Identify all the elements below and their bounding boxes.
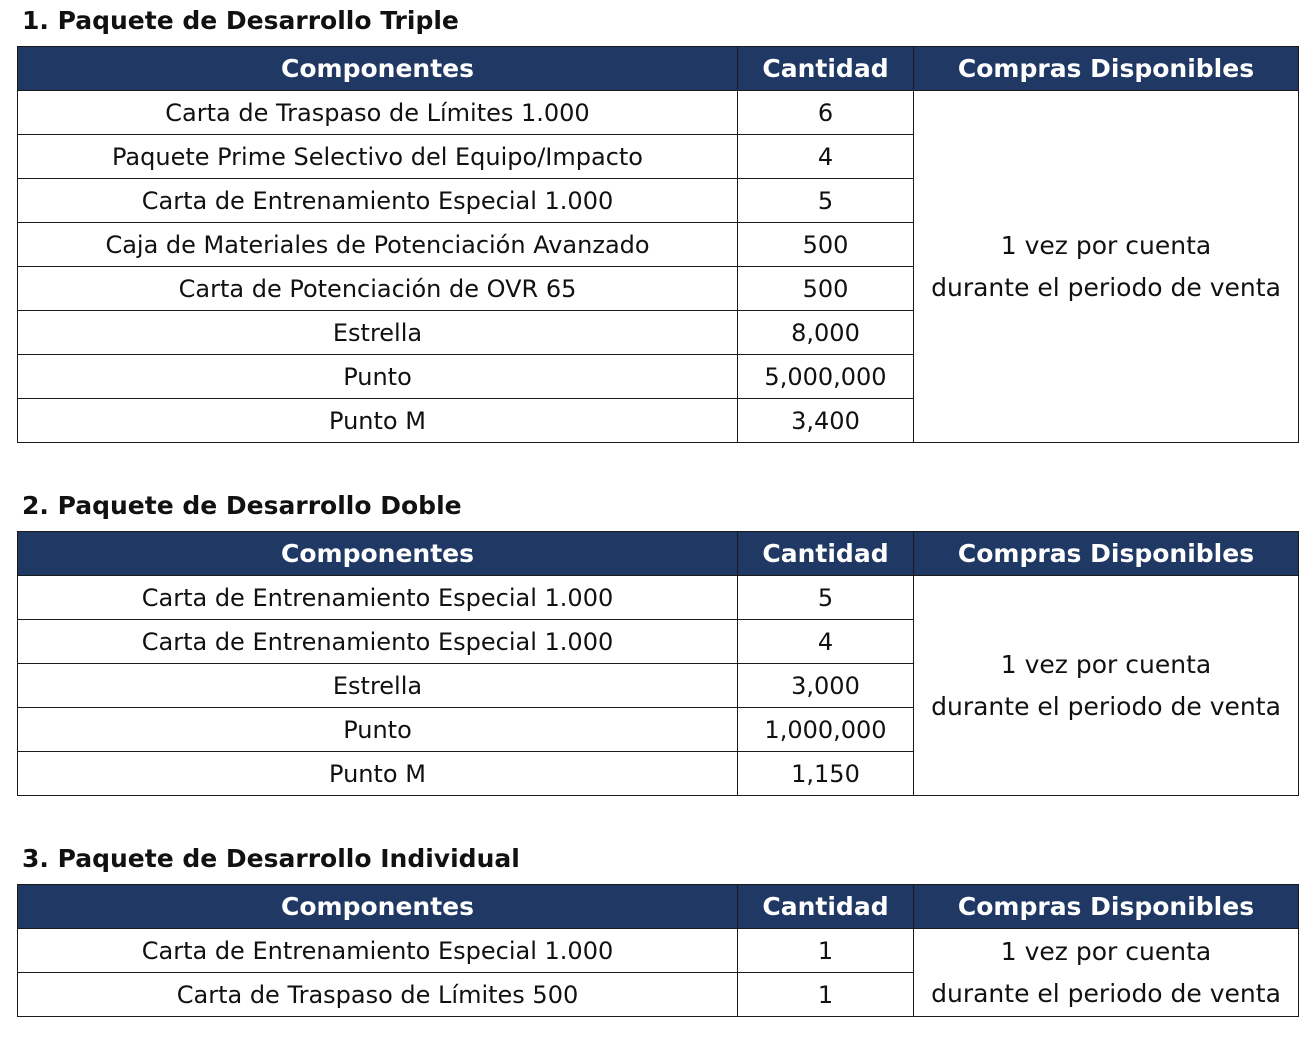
component-cell: Caja de Materiales de Potenciación Avanzado: [18, 223, 738, 267]
header-quantity: Cantidad: [738, 885, 914, 929]
package-table: [17, 46, 1299, 443]
header-availability: Compras Disponibles: [914, 532, 1299, 576]
header-components: Componentes: [18, 532, 738, 576]
table-row: [18, 929, 1299, 973]
quantity-cell: 500: [738, 223, 914, 267]
component-cell: Carta de Entrenamiento Especial 1.000: [18, 929, 738, 973]
package-table: [17, 531, 1299, 796]
availability-line-2: durante el periodo de venta: [931, 272, 1281, 302]
quantity-cell: 5: [738, 179, 914, 223]
package-section-individual: [0, 842, 1313, 1022]
availability-cell: [914, 929, 1299, 1017]
component-cell: Carta de Potenciación de OVR 65: [18, 267, 738, 311]
availability-line-1: 1 vez por cuenta: [1000, 230, 1212, 260]
quantity-cell: 6: [738, 91, 914, 135]
component-cell: Punto: [18, 708, 738, 752]
section-title: 3. Paquete de Desarrollo Individual: [22, 844, 520, 873]
component-cell: Punto: [18, 355, 738, 399]
section-title: 1. Paquete de Desarrollo Triple: [22, 6, 459, 35]
component-cell: Estrella: [18, 664, 738, 708]
header-components: Componentes: [18, 885, 738, 929]
section-title: 2. Paquete de Desarrollo Doble: [22, 491, 462, 520]
availability-cell: [914, 576, 1299, 796]
quantity-cell: 4: [738, 620, 914, 664]
header-availability: Compras Disponibles: [914, 47, 1299, 91]
header-availability: Compras Disponibles: [914, 885, 1299, 929]
availability-cell: [914, 91, 1299, 443]
header-quantity: Cantidad: [738, 47, 914, 91]
quantity-cell: 1,000,000: [738, 708, 914, 752]
header-quantity: Cantidad: [738, 532, 914, 576]
quantity-cell: 3,400: [738, 399, 914, 443]
table-row: [18, 576, 1299, 620]
availability-line-2: durante el periodo de venta: [931, 691, 1281, 721]
quantity-cell: 1: [738, 973, 914, 1017]
availability-line-1: 1 vez por cuenta: [1000, 936, 1212, 966]
component-cell: Punto M: [18, 752, 738, 796]
quantity-cell: 500: [738, 267, 914, 311]
header-components: Componentes: [18, 47, 738, 91]
quantity-cell: 3,000: [738, 664, 914, 708]
table-header-row: [18, 532, 1299, 576]
component-cell: Paquete Prime Selectivo del Equipo/Impacto: [18, 135, 738, 179]
component-cell: Carta de Entrenamiento Especial 1.000: [18, 620, 738, 664]
component-cell: Carta de Traspaso de Límites 1.000: [18, 91, 738, 135]
package-section-double: [0, 489, 1313, 799]
table-header-row: [18, 47, 1299, 91]
table-row: [18, 91, 1299, 135]
table-header-row: [18, 885, 1299, 929]
quantity-cell: 4: [738, 135, 914, 179]
quantity-cell: 1: [738, 929, 914, 973]
component-cell: Carta de Entrenamiento Especial 1.000: [18, 576, 738, 620]
quantity-cell: 8,000: [738, 311, 914, 355]
component-cell: Punto M: [18, 399, 738, 443]
component-cell: Carta de Entrenamiento Especial 1.000: [18, 179, 738, 223]
package-section-triple: [0, 4, 1313, 444]
quantity-cell: 5: [738, 576, 914, 620]
component-cell: Carta de Traspaso de Límites 500: [18, 973, 738, 1017]
availability-line-1: 1 vez por cuenta: [1000, 649, 1212, 679]
quantity-cell: 5,000,000: [738, 355, 914, 399]
package-table: [17, 884, 1299, 1017]
component-cell: Estrella: [18, 311, 738, 355]
quantity-cell: 1,150: [738, 752, 914, 796]
availability-line-2: durante el periodo de venta: [931, 978, 1281, 1008]
